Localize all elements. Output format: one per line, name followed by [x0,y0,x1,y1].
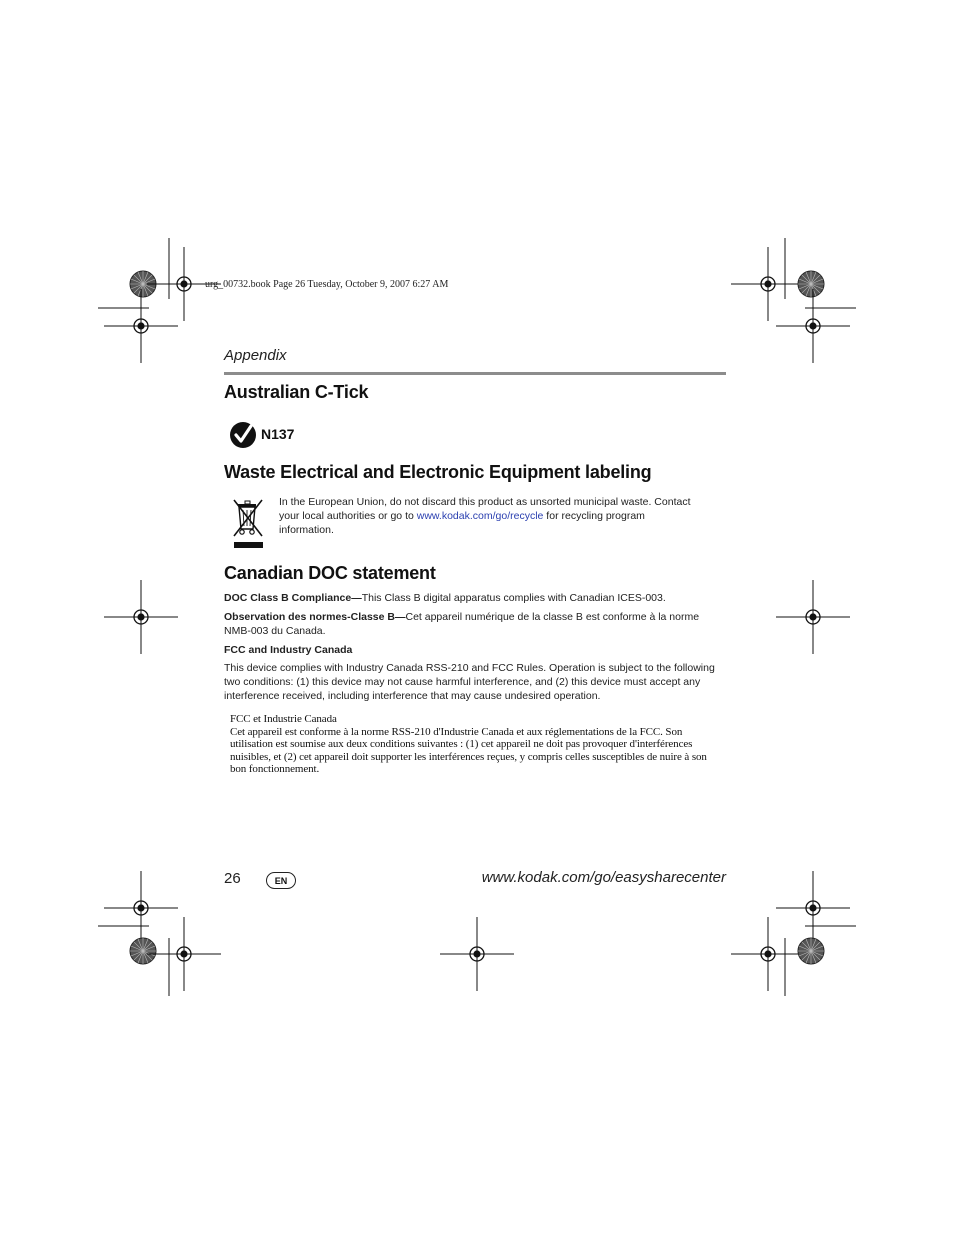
doc-class-b-label: DOC Class B Compliance— [224,592,362,604]
page-number: 26 [224,870,241,887]
french-fcc-block [230,713,720,776]
doc-class-b-paragraph [224,591,726,605]
ctick-heading: Australian C-Tick [224,382,369,402]
c-tick-icon [229,421,257,454]
doc-class-b-text: This Class B digital apparatus complies with Canadian ICES-003. [361,592,666,604]
ctick-code: N137 [261,426,295,442]
fcc-paragraph: This device complies with Industry Canada RSS-210 and FCC Rules. Operation is subject to the following two conditions: (1) this device may not cause harmful interference, and (2) this device must accept any interference received, including interference that may cause undesired operation. [224,662,715,702]
language-badge: EN [266,872,296,889]
fcc-heading: FCC and Industry Canada [224,644,353,656]
weee-heading: Waste Electrical and Electronic Equipment labeling [224,462,652,482]
crossed-out-wheelie-bin-icon [230,494,266,555]
weee-text-end: for recycling program information. [279,510,645,536]
weee-text: In the European Union, do not discard this product as unsorted municipal waste. Contact your local authorities or go to [279,496,691,522]
french-fcc-title: FCC et Industrie Canada [230,713,337,725]
section-label: Appendix [224,347,287,364]
printer-slug-line: urg_00732.book Page 26 Tuesday, October 9, 2007 6:27 AM [205,279,449,290]
observation-paragraph [224,610,704,638]
observation-label: Observation des normes-Classe B— [224,611,406,623]
french-fcc-text: Cet appareil est conforme à la norme RSS-210 d'Industrie Canada et aux réglementations de la FCC. Son utilisation est soumise aux deux conditions suivantes : (1) cet appareil ne doit pas provoquer d'interférences nuisibles, et (2) cet appareil doit supporter les interférences reçues, y compris celles susceptibles de nuire à son bon fonctionnement. [230,725,707,776]
header-rule [224,372,726,375]
recycle-link[interactable]: www.kodak.com/go/recycle [416,510,544,522]
footer-url[interactable]: www.kodak.com/go/easysharecenter [481,869,726,886]
weee-paragraph [279,495,699,537]
observation-text: Cet appareil numérique de la classe B est conforme à la norme NMB-003 du Canada. [224,611,700,637]
doc-heading: Canadian DOC statement [224,563,436,583]
